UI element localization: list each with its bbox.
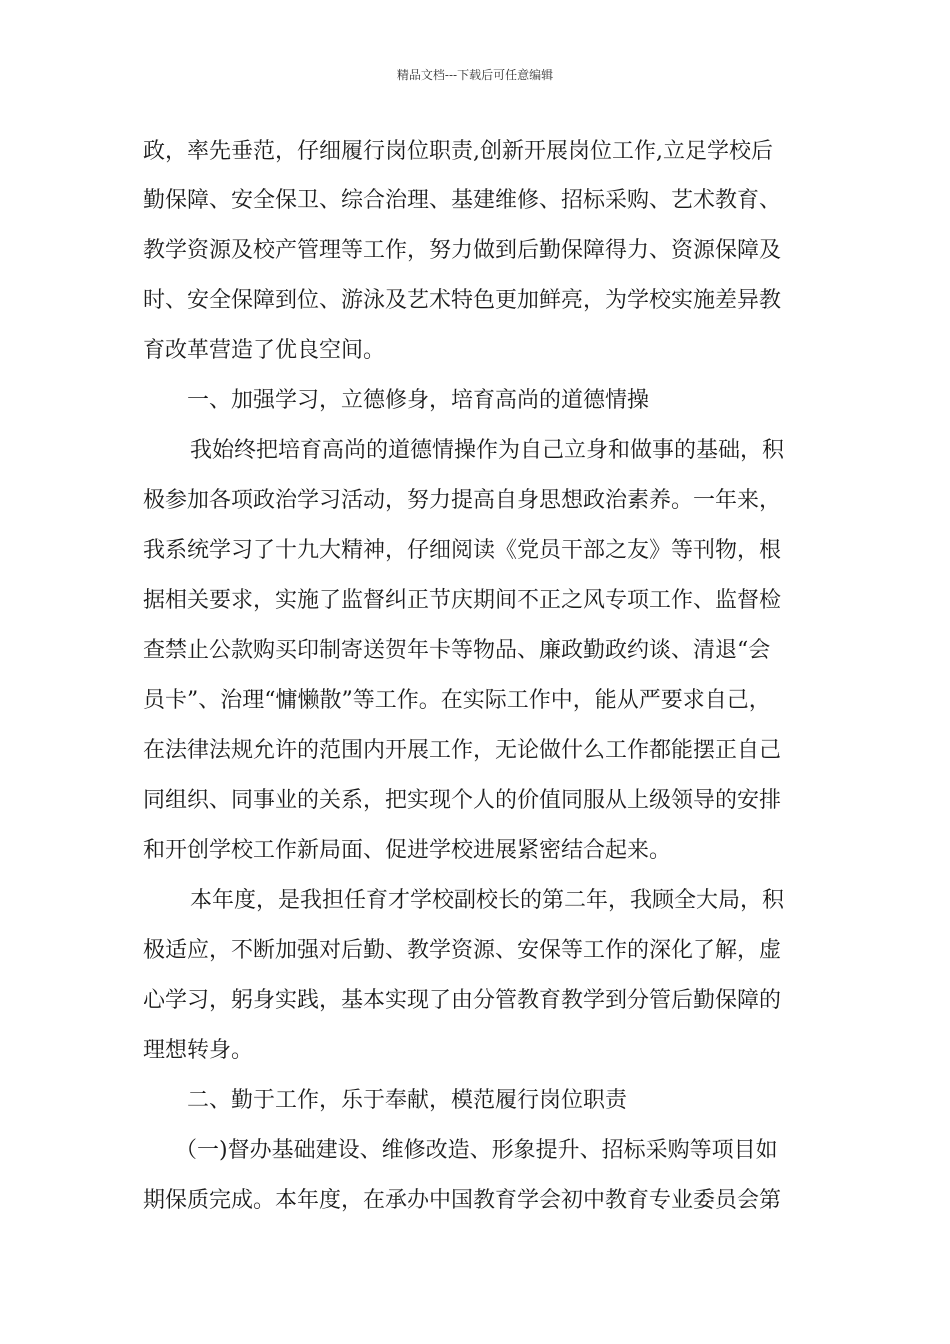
section-heading: 一、加强学习，立德修身，培育高尚的道德情操	[187, 388, 650, 413]
text-line: 勤保障、安全保卫、综合治理、基建维修、招标采购、艺术教育、	[143, 188, 782, 213]
text-line: 期保质完成。本年度，在承办中国教育学会初中教育专业委员会第	[143, 1188, 782, 1213]
text-line: 员卡”、治理“慵懒散”等工作。在实际工作中，能从严要求自己，	[143, 688, 771, 713]
text-line: 理想转身。	[143, 1038, 254, 1063]
text-line: 在法律法规允许的范围内开展工作，无论做什么工作都能摆正自己	[143, 738, 782, 763]
text-line: 教学资源及校产管理等工作，努力做到后勤保障得力、资源保障及	[143, 238, 782, 263]
page-header: 精品文档---下载后可任意编辑	[396, 68, 554, 82]
text-line: 心学习，躬身实践，基本实现了由分管教育教学到分管后勤保障的	[143, 988, 782, 1013]
section-heading: 二、勤于工作，乐于奉献，模范履行岗位职责	[187, 1088, 628, 1113]
text-line: 同组织、同事业的关系，把实现个人的价值同服从上级领导的安排	[143, 788, 782, 813]
text-line: 我系统学习了十九大精神，仔细阅读《党员干部之友》等刊物，根	[143, 538, 782, 563]
text-line: 查禁止公款购买印制寄送贺年卡等物品、廉政勤政约谈、清退“会	[143, 638, 771, 663]
text-line: 极适应，不断加强对后勤、教学资源、安保等工作的深化了解，虚	[143, 938, 782, 963]
text-line: 本年度，是我担任育才学校副校长的第二年，我顾全大局，积	[190, 888, 785, 913]
text-line: 和开创学校工作新局面、促进学校进展紧密结合起来。	[143, 838, 672, 863]
text-line: 我始终把培育高尚的道德情操作为自己立身和做事的基础，积	[190, 438, 785, 463]
text-line: 时、安全保障到位、游泳及艺术特色更加鲜亮，为学校实施差异教	[143, 288, 782, 313]
text-line: 极参加各项政治学习活动，努力提高自身思想政治素养。一年来，	[143, 488, 782, 513]
text-line: 政，率先垂范，仔细履行岗位职责,创新开展岗位工作,立足学校后	[143, 139, 773, 164]
text-line: （一)督办基础建设、维修改造、形象提升、招标采购等项目如	[175, 1138, 778, 1163]
text-line: 据相关要求，实施了监督纠正节庆期间不正之风专项工作、监督检	[143, 588, 782, 613]
text-line: 育改革营造了优良空间。	[143, 338, 386, 363]
